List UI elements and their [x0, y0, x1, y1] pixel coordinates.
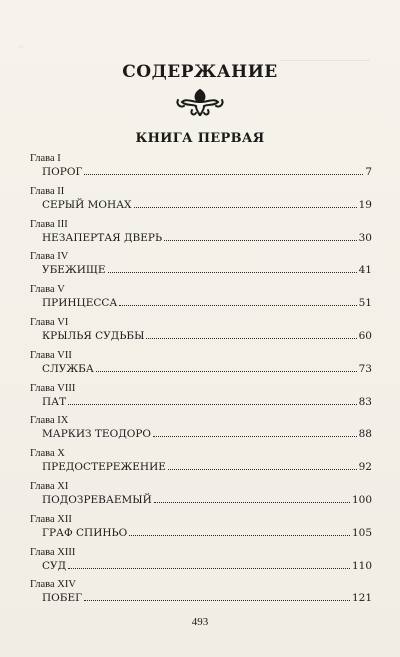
chapter-title: ГРАФ СПИНЬО [42, 526, 128, 539]
chapter-title: КРЫЛЬЯ СУДЬБЫ [42, 329, 145, 342]
chapter-line [30, 395, 372, 409]
book-part-heading: КНИГА ПЕРВАЯ [135, 131, 265, 146]
chapter-line [30, 591, 372, 605]
toc-entry [30, 349, 372, 382]
chapter-title: НЕЗАПЕРТАЯ ДВЕРЬ [42, 231, 163, 244]
dot-leader [129, 535, 350, 536]
toc-entry [30, 185, 372, 218]
dot-leader [119, 305, 356, 306]
dot-leader [108, 272, 357, 273]
chapter-page-number: 73 [358, 362, 372, 375]
chapter-title: ПОБЕГ [42, 592, 83, 605]
toc-entry [30, 414, 372, 447]
toc-entry [30, 447, 372, 480]
chapter-page-number: 105 [351, 526, 372, 539]
dot-leader [154, 502, 350, 503]
toc-entry [30, 218, 372, 251]
chapter-line [30, 493, 372, 507]
chapter-number: Глава IX [30, 415, 69, 427]
chapter-page-number: 51 [358, 297, 372, 310]
page-title: СОДЕРЖАНИЕ [122, 62, 278, 82]
toc-entry [30, 480, 372, 513]
chapter-page-number: 7 [365, 166, 372, 178]
chapter-number: Глава II [30, 185, 65, 197]
chapter-title: ПРИНЦЕССА [42, 297, 118, 310]
chapter-page-number: 19 [358, 198, 372, 211]
dot-leader [84, 600, 350, 601]
show-through-decoration [280, 30, 370, 61]
chapter-line [30, 526, 372, 540]
dot-leader [164, 240, 357, 241]
chapter-page-number: 110 [351, 559, 372, 572]
dot-leader [68, 568, 350, 569]
chapter-line [30, 231, 372, 245]
toc-entry [30, 283, 372, 316]
chapter-page-number: 60 [358, 329, 372, 342]
chapter-page-number: 83 [358, 395, 372, 408]
chapter-page-number: 121 [351, 592, 372, 605]
chapter-page-number: 100 [351, 493, 372, 506]
toc-entry [30, 316, 372, 349]
toc-entry [30, 578, 372, 611]
toc-entry [30, 546, 372, 579]
chapter-page-number: 41 [358, 264, 372, 277]
chapter-number: Глава XIV [30, 579, 76, 591]
toc-entry [30, 513, 372, 546]
chapter-title: СЛУЖБА [42, 362, 94, 375]
dot-leader [68, 404, 357, 405]
chapter-number: Глава IV [30, 251, 69, 263]
dot-leader [146, 338, 356, 339]
chapter-title: ПОРОГ [42, 166, 83, 178]
toc-entry [30, 382, 372, 415]
chapter-number: Глава V [30, 284, 65, 296]
chapter-title: МАРКИЗ ТЕОДОРО [42, 428, 152, 441]
page-number: 493 [191, 616, 209, 628]
chapter-title: СУД [42, 559, 67, 572]
chapter-number: Глава XI [30, 480, 69, 492]
toc-entry [30, 250, 372, 283]
chapter-line [30, 362, 372, 376]
dot-leader [134, 207, 357, 208]
chapter-title: УБЕЖИЩЕ [42, 264, 106, 277]
chapter-title: ПАТ [42, 395, 67, 408]
chapter-line [30, 460, 372, 474]
fleuron-ornament-icon [172, 86, 228, 118]
dot-leader [168, 469, 357, 470]
chapter-line [30, 329, 372, 343]
chapter-number: Глава III [30, 218, 68, 230]
chapter-line [30, 427, 372, 441]
chapter-number: Глава X [30, 448, 65, 460]
toc-entry [30, 152, 372, 185]
chapter-page-number: 92 [358, 461, 372, 474]
chapter-number: Глава XII [30, 513, 72, 525]
chapter-number: Глава VIII [30, 382, 76, 394]
chapter-title: ПОДОЗРЕВАЕМЫЙ [42, 493, 152, 506]
dot-leader [153, 436, 357, 437]
table-of-contents [30, 152, 372, 611]
chapter-page-number: 88 [358, 428, 372, 441]
chapter-line [30, 296, 372, 310]
chapter-number: Глава XIII [30, 546, 76, 558]
chapter-title: СЕРЫЙ МОНАХ [42, 198, 132, 211]
chapter-number: Глава VII [30, 349, 72, 361]
dot-leader [96, 371, 357, 372]
chapter-number: Глава VI [30, 316, 69, 328]
chapter-page-number: 30 [358, 231, 372, 244]
dot-leader [84, 174, 363, 175]
chapter-line [30, 263, 372, 277]
chapter-line [30, 198, 372, 212]
chapter-line [30, 559, 372, 573]
chapter-title: ПРЕДОСТЕРЕЖЕНИЕ [42, 461, 166, 474]
show-through-text: ~ [18, 42, 24, 53]
chapter-number: Глава I [30, 153, 61, 164]
chapter-line [30, 165, 372, 179]
